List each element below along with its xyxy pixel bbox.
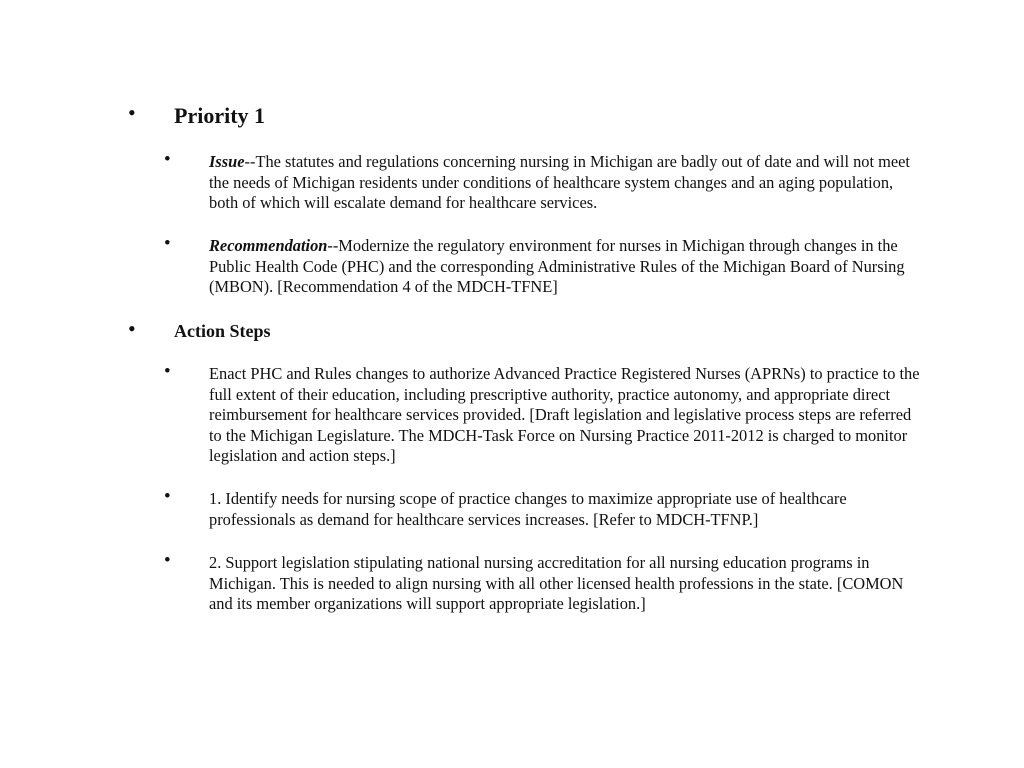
bullet-recommendation: • [164,233,171,254]
recommendation-text: --Modernize the regulatory environment for nurses in Michigan through changes in the Public Health Code (PHC) and the corresponding Administrative Rules of the Michigan Board of Nursing (MBON). [Recommendation 4 of the MDCH-TFNE] [209,236,905,296]
priority-heading: Priority 1 [174,103,266,128]
bullet-action-step: • [164,361,171,382]
issue-paragraph [209,152,925,214]
bullet-issue: • [164,149,171,170]
action-step-item: 2. Support legislation stipulating national nursing accreditation for all nursing education programs in Michigan. This is needed to align nursing with all other licensed health professions in the state. [COMON and its member organizations will support appropriate legislation.] [209,553,904,613]
bullet-action-steps: • [128,316,136,341]
action-step-item: 1. Identify needs for nursing scope of practice changes to maximize appropriate use of healthcare professionals as demand for healthcare services increases. [Refer to MDCH-TFNP.] [209,489,847,529]
action-steps-heading: Action Steps [174,321,271,341]
issue-text: --The statutes and regulations concerning nursing in Michigan are badly out of date and will not meet the needs of Michigan residents under conditions of healthcare system changes and an aging population, both of which will escalate demand for healthcare services. [209,152,910,212]
recommendation-label: Recommendation [209,236,328,255]
bullet-action-step: • [164,486,171,507]
action-step-item: Enact PHC and Rules changes to authorize Advanced Practice Registered Nurses (APRNs) to practice to the full extent of their education, including prescriptive authority, practice autonomy, and appropriate direct reimbursement for healthcare services provided. [Draft legislation and legislative process steps are referred to the Michigan Legislature. The MDCH-Task Force on Nursing Practice 2011-2012 is charged to monitor legislation and action steps.] [209,364,920,465]
bullet-action-step: • [164,550,171,571]
issue-label: Issue [209,152,245,171]
recommendation-paragraph [209,236,925,298]
bullet-priority: • [128,100,136,125]
